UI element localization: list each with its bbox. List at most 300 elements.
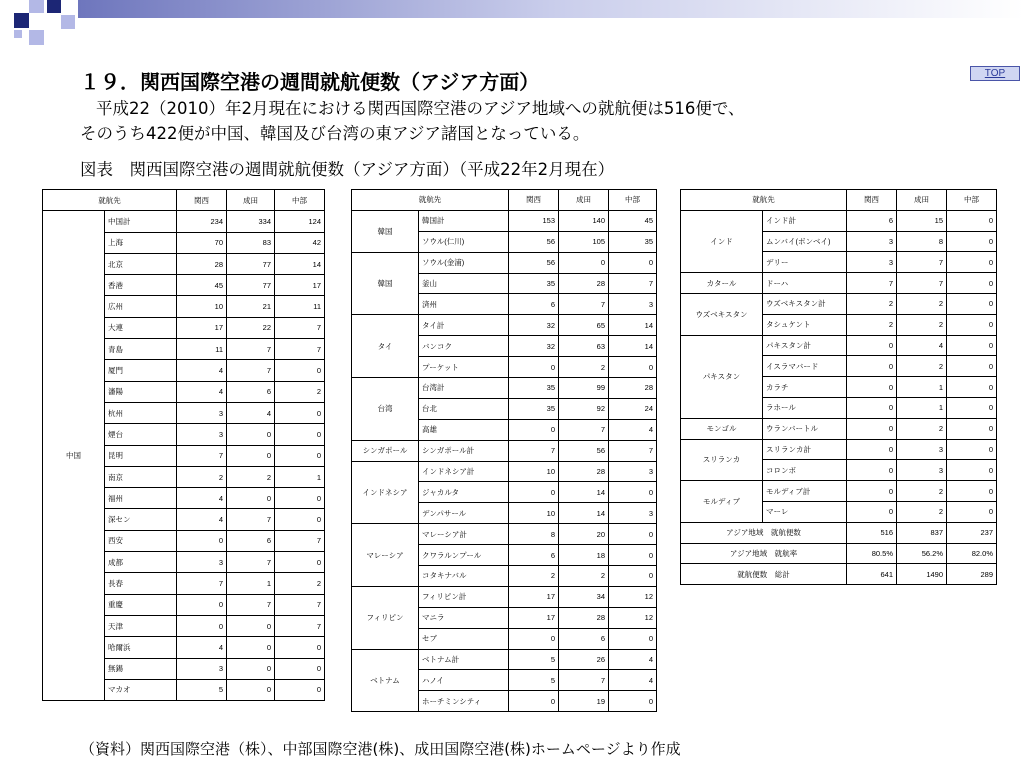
narita-cell: 77 (227, 253, 275, 274)
header-narita: 成田 (559, 190, 609, 211)
destination-cell: 香港 (105, 275, 177, 296)
chubu-cell: 82.0% (947, 543, 997, 564)
narita-cell: 837 (897, 522, 947, 543)
narita-cell: 3 (897, 460, 947, 481)
narita-cell: 83 (227, 232, 275, 253)
destination-cell: 杭州 (105, 402, 177, 423)
chubu-cell: 0 (947, 273, 997, 294)
destination-cell: インド計 (763, 210, 847, 231)
narita-cell: 28 (559, 607, 609, 628)
narita-cell: 7 (559, 419, 609, 440)
total-row (681, 543, 997, 564)
destination-cell: ウランバートル (763, 418, 847, 439)
narita-cell: 140 (559, 210, 609, 231)
destination-cell: 台湾計 (419, 378, 509, 399)
table-header-row (352, 190, 657, 211)
table-east-southeast-asia (351, 189, 657, 712)
kansai-cell: 0 (177, 530, 227, 551)
table-row (352, 440, 657, 461)
chubu-cell: 0 (947, 293, 997, 314)
destination-cell: タシュケント (763, 314, 847, 335)
destination-cell: 釜山 (419, 273, 509, 294)
kansai-cell: 10 (177, 296, 227, 317)
narita-cell: 2 (897, 501, 947, 522)
destination-cell: シンガポール計 (419, 440, 509, 461)
group-cell: モルディブ (681, 481, 763, 523)
chubu-cell: 0 (609, 252, 657, 273)
header-kansai: 関西 (509, 190, 559, 211)
top-link-button[interactable]: TOP (970, 66, 1020, 81)
chubu-cell: 14 (609, 315, 657, 336)
source-note: （資料）関西国際空港（株）、中部国際空港(株)、成田国際空港(株)ホームページより作成 (80, 740, 681, 758)
header-chubu: 中部 (609, 190, 657, 211)
slide-title: １９．関西国際空港の週間就航便数（アジア方面） (80, 70, 540, 94)
destination-cell: コタキナバル (419, 566, 509, 587)
kansai-cell: 11 (177, 339, 227, 360)
narita-cell: 7 (227, 594, 275, 615)
chubu-cell: 124 (275, 211, 325, 232)
header-decoration (0, 0, 1024, 60)
chubu-cell: 14 (275, 253, 325, 274)
narita-cell: 6 (559, 628, 609, 649)
narita-cell: 2 (559, 357, 609, 378)
chubu-cell: 7 (275, 317, 325, 338)
narita-cell: 26 (559, 649, 609, 670)
narita-cell: 19 (559, 691, 609, 712)
kansai-cell: 56 (509, 231, 559, 252)
kansai-cell: 35 (509, 398, 559, 419)
chubu-cell: 0 (609, 691, 657, 712)
chubu-cell: 3 (609, 294, 657, 315)
destination-cell: 青島 (105, 339, 177, 360)
total-label-cell: 就航便数 総計 (681, 564, 847, 585)
header-destination: 就航先 (681, 190, 847, 211)
narita-cell: 7 (897, 252, 947, 273)
kansai-cell: 0 (847, 356, 897, 377)
destination-cell: デンパサール (419, 503, 509, 524)
chubu-cell: 0 (947, 335, 997, 356)
kansai-cell: 0 (509, 482, 559, 503)
destination-cell: 台北 (419, 398, 509, 419)
table-row (681, 439, 997, 460)
chubu-cell: 0 (275, 402, 325, 423)
kansai-cell: 5 (509, 670, 559, 691)
total-row (681, 564, 997, 585)
kansai-cell: 2 (847, 314, 897, 335)
narita-cell: 65 (559, 315, 609, 336)
destination-cell: ムンバイ(ボンベイ) (763, 231, 847, 252)
narita-cell: 2 (897, 356, 947, 377)
table-row (352, 315, 657, 336)
table-row (681, 418, 997, 439)
kansai-cell: 56 (509, 252, 559, 273)
chubu-cell: 237 (947, 522, 997, 543)
deco-square (29, 0, 44, 13)
destination-cell: 済州 (419, 294, 509, 315)
kansai-cell: 17 (509, 607, 559, 628)
group-cell: シンガポール (352, 440, 419, 461)
destination-cell: セブ (419, 628, 509, 649)
chubu-cell: 0 (275, 360, 325, 381)
chubu-cell: 0 (275, 552, 325, 573)
narita-cell: 7 (897, 273, 947, 294)
table-row (352, 210, 657, 231)
chubu-cell: 2 (275, 573, 325, 594)
destination-cell: プーケット (419, 357, 509, 378)
destination-cell: 無錫 (105, 658, 177, 679)
chubu-cell: 1 (275, 466, 325, 487)
kansai-cell: 8 (509, 524, 559, 545)
narita-cell: 334 (227, 211, 275, 232)
destination-cell: モルディブ計 (763, 481, 847, 502)
chubu-cell: 12 (609, 607, 657, 628)
narita-cell: 8 (897, 231, 947, 252)
group-cell: インド (681, 210, 763, 272)
table-row (352, 586, 657, 607)
chubu-cell: 0 (947, 397, 997, 418)
narita-cell: 4 (227, 402, 275, 423)
narita-cell: 2 (227, 466, 275, 487)
narita-cell: 0 (227, 637, 275, 658)
chubu-cell: 7 (275, 339, 325, 360)
kansai-cell: 4 (177, 488, 227, 509)
header-kansai: 関西 (177, 190, 227, 211)
table-china (42, 189, 325, 701)
deco-square (14, 30, 22, 38)
narita-cell: 1 (897, 377, 947, 398)
header-chubu: 中部 (947, 190, 997, 211)
narita-cell: 105 (559, 231, 609, 252)
chubu-cell: 0 (947, 501, 997, 522)
kansai-cell: 17 (177, 317, 227, 338)
destination-cell: マーレ (763, 501, 847, 522)
deco-square (29, 30, 44, 45)
group-cell: 台湾 (352, 378, 419, 441)
kansai-cell: 80.5% (847, 543, 897, 564)
table-row (681, 293, 997, 314)
narita-cell: 2 (897, 293, 947, 314)
destination-cell: 中国計 (105, 211, 177, 232)
narita-cell: 21 (227, 296, 275, 317)
kansai-cell: 32 (509, 336, 559, 357)
narita-cell: 7 (227, 339, 275, 360)
destination-cell: スリランカ計 (763, 439, 847, 460)
narita-cell: 63 (559, 336, 609, 357)
chubu-cell: 3 (609, 503, 657, 524)
total-label-cell: アジア地域 就航便数 (681, 522, 847, 543)
group-cell: タイ (352, 315, 419, 378)
chubu-cell: 0 (947, 377, 997, 398)
body-line-1: 平成22（2010）年2月現在における関西国際空港のアジア地域への就航便は516便で、 (96, 99, 745, 118)
narita-cell: 3 (897, 439, 947, 460)
destination-cell: 重慶 (105, 594, 177, 615)
destination-cell: フィリピン計 (419, 586, 509, 607)
chubu-cell: 7 (609, 440, 657, 461)
chubu-cell: 0 (275, 679, 325, 700)
kansai-cell: 0 (847, 501, 897, 522)
kansai-cell: 35 (509, 273, 559, 294)
kansai-cell: 0 (847, 397, 897, 418)
chubu-cell: 0 (947, 210, 997, 231)
header-kansai: 関西 (847, 190, 897, 211)
narita-cell: 2 (559, 566, 609, 587)
destination-cell: 広州 (105, 296, 177, 317)
destination-cell: 福州 (105, 488, 177, 509)
chubu-cell: 2 (275, 381, 325, 402)
narita-cell: 0 (227, 658, 275, 679)
chubu-cell: 17 (275, 275, 325, 296)
header-narita: 成田 (897, 190, 947, 211)
kansai-cell: 7 (177, 445, 227, 466)
narita-cell: 0 (227, 424, 275, 445)
kansai-cell: 70 (177, 232, 227, 253)
chubu-cell: 0 (947, 314, 997, 335)
kansai-cell: 6 (847, 210, 897, 231)
narita-cell: 1 (227, 573, 275, 594)
narita-cell: 7 (559, 294, 609, 315)
kansai-cell: 2 (509, 566, 559, 587)
chubu-cell: 14 (609, 336, 657, 357)
chubu-cell: 35 (609, 231, 657, 252)
narita-cell: 2 (897, 314, 947, 335)
table-row (352, 524, 657, 545)
table-row (352, 378, 657, 399)
table-header-row (681, 190, 997, 211)
deco-square (61, 15, 75, 29)
kansai-cell: 10 (509, 461, 559, 482)
narita-cell: 7 (227, 360, 275, 381)
narita-cell: 56 (559, 440, 609, 461)
table-row (352, 461, 657, 482)
destination-cell: デリー (763, 252, 847, 273)
group-cell: フィリピン (352, 586, 419, 649)
kansai-cell: 153 (509, 210, 559, 231)
kansai-cell: 28 (177, 253, 227, 274)
destination-cell: 昆明 (105, 445, 177, 466)
group-cell: パキスタン (681, 335, 763, 418)
kansai-cell: 5 (509, 649, 559, 670)
destination-cell: イスラマバード (763, 356, 847, 377)
destination-cell: 長春 (105, 573, 177, 594)
group-cell: ウズベキスタン (681, 293, 763, 335)
narita-cell: 2 (897, 481, 947, 502)
chubu-cell: 0 (609, 566, 657, 587)
narita-cell: 2 (897, 418, 947, 439)
destination-cell: マニラ (419, 607, 509, 628)
narita-cell: 7 (559, 670, 609, 691)
destination-cell: ドーハ (763, 273, 847, 294)
table-row (352, 252, 657, 273)
narita-cell: 34 (559, 586, 609, 607)
destination-cell: ソウル(金浦) (419, 252, 509, 273)
group-cell: インドネシア (352, 461, 419, 524)
kansai-cell: 7 (177, 573, 227, 594)
narita-cell: 56.2% (897, 543, 947, 564)
chubu-cell: 0 (275, 488, 325, 509)
destination-cell: 高雄 (419, 419, 509, 440)
kansai-cell: 2 (847, 293, 897, 314)
kansai-cell: 0 (847, 377, 897, 398)
kansai-cell: 3 (177, 658, 227, 679)
chubu-cell: 7 (275, 530, 325, 551)
narita-cell: 0 (227, 615, 275, 636)
narita-cell: 6 (227, 530, 275, 551)
destination-cell: 成都 (105, 552, 177, 573)
destination-cell: カラチ (763, 377, 847, 398)
narita-cell: 14 (559, 503, 609, 524)
deco-square (47, 0, 61, 13)
narita-cell: 15 (897, 210, 947, 231)
group-cell: モンゴル (681, 418, 763, 439)
chubu-cell: 0 (947, 481, 997, 502)
table-row (681, 335, 997, 356)
destination-cell: 北京 (105, 253, 177, 274)
chubu-cell: 289 (947, 564, 997, 585)
destination-cell: 厦門 (105, 360, 177, 381)
destination-cell: バンコク (419, 336, 509, 357)
narita-cell: 1490 (897, 564, 947, 585)
kansai-cell: 4 (177, 381, 227, 402)
kansai-cell: 7 (847, 273, 897, 294)
chubu-cell: 0 (947, 439, 997, 460)
kansai-cell: 35 (509, 378, 559, 399)
narita-cell: 92 (559, 398, 609, 419)
chubu-cell: 0 (947, 418, 997, 439)
chubu-cell: 4 (609, 419, 657, 440)
group-cell: マレーシア (352, 524, 419, 587)
narita-cell: 28 (559, 273, 609, 294)
table-row (681, 210, 997, 231)
chubu-cell: 12 (609, 586, 657, 607)
destination-cell: ホーチミンシティ (419, 691, 509, 712)
narita-cell: 7 (227, 509, 275, 530)
destination-cell: マカオ (105, 679, 177, 700)
destination-cell: インドネシア計 (419, 461, 509, 482)
narita-cell: 77 (227, 275, 275, 296)
table-row (681, 273, 997, 294)
kansai-cell: 0 (847, 418, 897, 439)
destination-cell: コロンボ (763, 460, 847, 481)
kansai-cell: 0 (509, 419, 559, 440)
table-row (43, 211, 325, 232)
narita-cell: 7 (227, 552, 275, 573)
header-narita: 成田 (227, 190, 275, 211)
kansai-cell: 0 (847, 439, 897, 460)
destination-cell: パキスタン計 (763, 335, 847, 356)
table-south-central-asia (680, 189, 997, 585)
destination-cell: クワラルンプール (419, 545, 509, 566)
kansai-cell: 0 (847, 481, 897, 502)
narita-cell: 22 (227, 317, 275, 338)
kansai-cell: 4 (177, 637, 227, 658)
group-cell: 韓国 (352, 252, 419, 315)
group-cell: カタール (681, 273, 763, 294)
narita-cell: 28 (559, 461, 609, 482)
kansai-cell: 0 (847, 335, 897, 356)
deco-square (14, 13, 29, 28)
kansai-cell: 3 (847, 231, 897, 252)
narita-cell: 0 (559, 252, 609, 273)
table-header-row (43, 190, 325, 211)
chubu-cell: 7 (609, 273, 657, 294)
kansai-cell: 0 (509, 357, 559, 378)
destination-cell: ベトナム計 (419, 649, 509, 670)
header-gradient-bar (78, 0, 1024, 18)
kansai-cell: 4 (177, 509, 227, 530)
kansai-cell: 4 (177, 360, 227, 381)
kansai-cell: 6 (509, 294, 559, 315)
chubu-cell: 0 (275, 637, 325, 658)
destination-cell: 哈爾浜 (105, 637, 177, 658)
narita-cell: 18 (559, 545, 609, 566)
destination-cell: タイ計 (419, 315, 509, 336)
chubu-cell: 11 (275, 296, 325, 317)
kansai-cell: 0 (509, 628, 559, 649)
kansai-cell: 3 (177, 424, 227, 445)
chubu-cell: 0 (947, 356, 997, 377)
kansai-cell: 45 (177, 275, 227, 296)
chubu-cell: 0 (275, 424, 325, 445)
chubu-cell: 0 (947, 231, 997, 252)
destination-cell: 瀋陽 (105, 381, 177, 402)
destination-cell: 上海 (105, 232, 177, 253)
kansai-cell: 6 (509, 545, 559, 566)
chubu-cell: 45 (609, 210, 657, 231)
destination-cell: 大連 (105, 317, 177, 338)
kansai-cell: 516 (847, 522, 897, 543)
header-destination: 就航先 (43, 190, 177, 211)
destination-cell: ハノイ (419, 670, 509, 691)
chubu-cell: 42 (275, 232, 325, 253)
chubu-cell: 0 (609, 482, 657, 503)
kansai-cell: 3 (847, 252, 897, 273)
chubu-cell: 7 (275, 615, 325, 636)
destination-cell: 深セン (105, 509, 177, 530)
narita-cell: 6 (227, 381, 275, 402)
table-row (352, 649, 657, 670)
chubu-cell: 0 (275, 658, 325, 679)
destination-cell: 西安 (105, 530, 177, 551)
kansai-cell: 0 (177, 615, 227, 636)
group-cell: 韓国 (352, 210, 419, 252)
destination-cell: ラホール (763, 397, 847, 418)
chubu-cell: 0 (947, 252, 997, 273)
chubu-cell: 28 (609, 378, 657, 399)
group-cell: 中国 (43, 211, 105, 701)
kansai-cell: 0 (847, 460, 897, 481)
narita-cell: 0 (227, 679, 275, 700)
chubu-cell: 0 (275, 445, 325, 466)
figure-title: 図表 関西国際空港の週間就航便数（アジア方面）（平成22年2月現在） (80, 160, 615, 179)
narita-cell: 4 (897, 335, 947, 356)
chubu-cell: 0 (609, 628, 657, 649)
group-cell: ベトナム (352, 649, 419, 712)
chubu-cell: 4 (609, 670, 657, 691)
body-paragraph (80, 96, 745, 146)
kansai-cell: 17 (509, 586, 559, 607)
chubu-cell: 0 (609, 524, 657, 545)
header-chubu: 中部 (275, 190, 325, 211)
destination-cell: 天津 (105, 615, 177, 636)
narita-cell: 0 (227, 445, 275, 466)
kansai-cell: 2 (177, 466, 227, 487)
kansai-cell: 10 (509, 503, 559, 524)
kansai-cell: 0 (509, 691, 559, 712)
destination-cell: ソウル(仁川) (419, 231, 509, 252)
kansai-cell: 32 (509, 315, 559, 336)
chubu-cell: 0 (609, 357, 657, 378)
kansai-cell: 3 (177, 552, 227, 573)
